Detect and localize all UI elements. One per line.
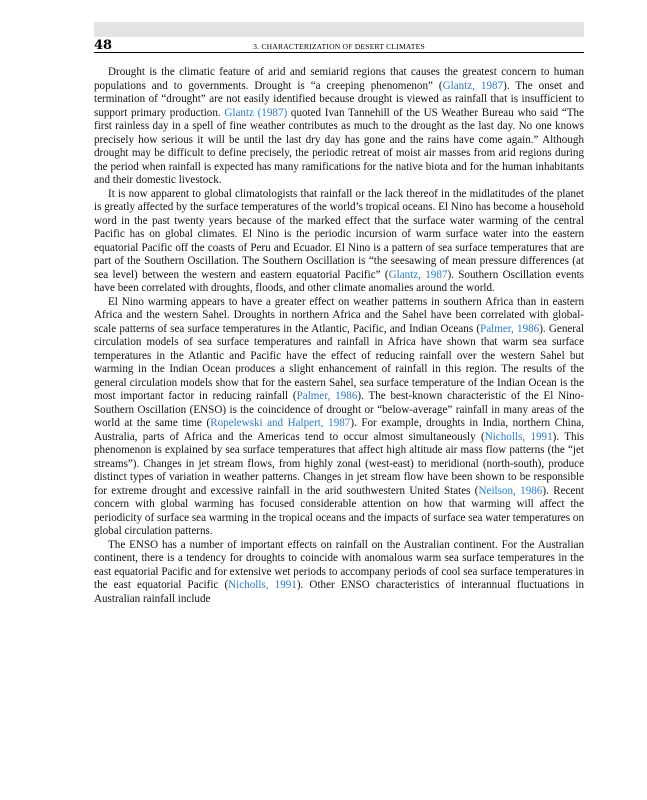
paragraph-text: ). Other ENSO characteristics of interannual fluctuations in Australian rainfall include bbox=[94, 579, 585, 605]
paragraph-text: Drought is the climatic feature of arid and semiarid regions that causes the greatest concern to human populations and to governments. Drought is “a creeping phenomenon” ( bbox=[94, 66, 584, 92]
citation-link[interactable]: Glantz (1987) bbox=[224, 106, 288, 119]
citation-link[interactable]: Nicholls, 1991 bbox=[484, 430, 553, 443]
paragraph-text: The ENSO has a number of important effects on rainfall on the Australian continent. For the Australian continent, there is a tendency for droughts to coincide with anomalous warm sea surface temperatures in the east equatorial Pacific and for extensive wet periods to accompany periods of cool sea surface temperatures in the east equatorial Pacific ( bbox=[94, 538, 584, 591]
body-text bbox=[94, 66, 584, 606]
paragraph-text: It is now apparent to global climatologists that rainfall or the lack thereof in the midlatitudes of the planet is greatly affected by the surface temperatures of the world’s tropical oceans. El Nino has become a household word in the past twenty years because of the marked effect that the surface water warming of the central Pacific has on global climates. El Nino is the periodic incursion of warm surface water into the eastern equatorial Pacific off the coasts of Peru and Ecuador. El Nino is a pattern of sea surface temperatures that are part of the Southern Oscillation. The Southern Oscillation is “the seesawing of mean pressure differences (at sea level) between the western and eastern equatorial Pacific” ( bbox=[94, 187, 584, 281]
top-gray-band bbox=[94, 22, 584, 37]
paragraph-text: ). The best-known characteristic of the El Nino-Southern Oscillation (ENSO) is the coincidence of drought or “below-average” rainfall in many areas of the world at the same time ( bbox=[94, 390, 584, 429]
citation-link[interactable]: Ropelewski and Halpert, 1987 bbox=[210, 417, 351, 429]
paragraph-text: El Nino warming appears to have a greater effect on weather patterns in southern Africa than in eastern Africa and the western Sahel. Droughts in northern Africa and the Sahel have been correlated with global-scale patterns of sea surface temperatures in the Atlantic, Pacific, and Indian Oceans ( bbox=[94, 295, 584, 335]
paragraph bbox=[94, 539, 584, 607]
paragraph bbox=[94, 66, 584, 188]
citation-link[interactable]: Glantz, 1987 bbox=[442, 79, 504, 92]
paragraph-text: ). Recent concern with global warming has focused considerable attention on how that warming will affect the periodicity of surface sea warming in the tropical oceans and the impacts of surface sea water temperatures on global circulation patterns. bbox=[94, 484, 584, 537]
paragraph bbox=[94, 296, 584, 539]
paragraph bbox=[94, 188, 584, 296]
paragraph-text: ). General circulation models of sea surface temperatures and rainfall in Africa have shown that warm sea surface temperatures in the Atlantic and Pacific have the effect of reducing rainfall over the western Sahel but warming in the Indian Ocean produces a slight enhancement of rainfall in this region. The results of the general circulation models show that for the eastern Sahel, sea surface temperature of the Indian Ocean is the most important factor in reducing rainfall ( bbox=[94, 322, 585, 402]
citation-link[interactable]: Neilson, 1986 bbox=[478, 484, 543, 497]
citation-link[interactable]: Palmer, 1986 bbox=[296, 390, 358, 402]
citation-link[interactable]: Glantz, 1987 bbox=[388, 268, 448, 281]
citation-link[interactable]: Palmer, 1986 bbox=[480, 322, 540, 335]
paragraph-text: ). This phenomenon is explained by sea surface temperatures that affect high altitude air mass flow patterns (the “jet streams”). Changes in jet stream flows, from highly zonal (west-east) to meridional (north-south), produce distinct types of variation in weather patterns. Changes in jet stream flow have been shown to be responsible for extreme drought and excessive rainfall in the arid southwestern United States ( bbox=[94, 430, 585, 497]
paragraph-text: ). The onset and termination of “drought” are not easily identified because drought is viewed as rainfall that is insufficient to support primary production. bbox=[94, 79, 584, 119]
paragraph-text: quoted Ivan Tannehill of the US Weather Bureau who said “The first rainless day in a spell of fine weather contributes as much to the drought as the last day. No one knows precisely how serious it will be until the last dry day has gone and the rains have come again.” Although drought may be difficult to define precisely, the periodic retreat of moist air masses from arid regions during the period when rainfall is expected has many ramifications for the native biota and for the human inhabitants and their domestic livestock. bbox=[94, 106, 584, 186]
paragraph-text: ). Southern Oscillation events have been correlated with droughts, floods, and other climate anomalies around the world. bbox=[94, 268, 584, 294]
paragraph-text: ). For example, droughts in India, northern China, Australia, parts of Africa and the Americas tend to occur almost simultaneously ( bbox=[94, 417, 585, 443]
page-header bbox=[94, 37, 584, 53]
page-number: 48 bbox=[94, 38, 113, 53]
citation-link[interactable]: Nicholls, 1991 bbox=[228, 579, 297, 591]
running-title: 3. CHARACTERIZATION OF DESERT CLIMATES bbox=[253, 42, 425, 51]
